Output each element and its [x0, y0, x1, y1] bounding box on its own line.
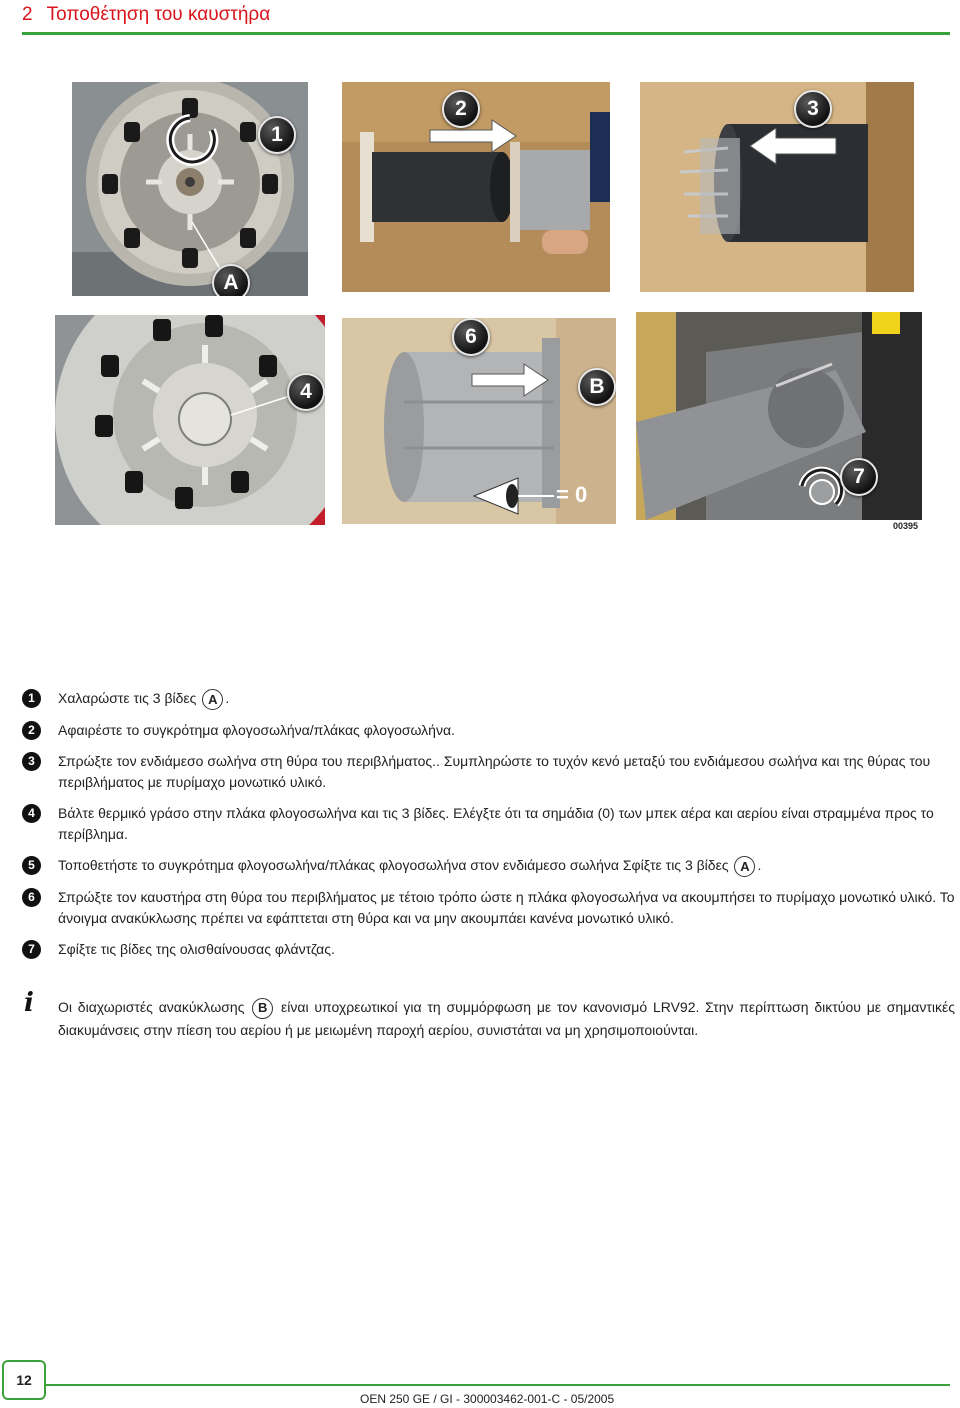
callout-2: 2 — [442, 90, 480, 128]
photo-push-intermediate-tube — [640, 82, 914, 292]
photo-fit-flame-tube — [342, 318, 616, 524]
step-text: Σπρώξτε τον καυστήρα στη θύρα του περιβλήματος με τέτοιο τρόπο ώστε η πλάκα φλογοσωλήνα να ακουμπήσει το πυρίμαχο μονωτικό υλικό. Το άνοιγμα ανακύκλωσης πρέπει να εφάπτεται στη θύρα και να μην ακουμπάει κανένα μονωτικό υλικό. — [58, 888, 955, 926]
callout-b: B — [578, 368, 616, 406]
photo-tighten-flange — [636, 312, 922, 520]
step-text: Σφίξτε τις βίδες της ολισθαίνουσας φλάντζας. — [58, 940, 335, 957]
section-heading — [22, 4, 270, 26]
step-text: Τοποθετήστε το συγκρότημα φλογοσωλήνα/πλάκας φλογοσωλήνα στον ενδιάμεσο σωλήνα Σφίξτε τις 3 βίδες — [58, 856, 729, 873]
step-text-end: . — [225, 690, 230, 706]
photo-remove-flame-tube — [342, 82, 610, 292]
step-list — [20, 688, 955, 970]
callout-a: A — [212, 264, 250, 296]
step-number-badge: 2 — [22, 721, 41, 740]
figure-code: 00395 — [892, 521, 918, 531]
step-2 — [20, 720, 955, 741]
photo-grease-nozzle-plate — [55, 315, 325, 525]
callout-6: 6 — [452, 318, 490, 356]
callout-1: 1 — [258, 116, 296, 154]
callout-7: 7 — [840, 458, 878, 496]
step-number-badge: 3 — [22, 752, 41, 771]
step-1 — [20, 688, 955, 710]
page-number: 12 — [2, 1360, 46, 1400]
step-text: Βάλτε θερμικό γράσο στην πλάκα φλογοσωλήνα και τις 3 βίδες. Ελέγξτε ότι τα σημάδια (0) των μπεκ αέρα και αερίου είναι στραμμένα προς το περίβλημα. — [58, 804, 934, 842]
step-7 — [20, 939, 955, 960]
step-number-badge: 4 — [22, 804, 41, 823]
step-number-badge: 5 — [22, 856, 41, 875]
callout-3: 3 — [794, 90, 832, 128]
callout-4: 4 — [287, 373, 325, 411]
step-text-end: . — [757, 856, 762, 873]
section-number: 2 — [22, 4, 33, 25]
note-text: Οι διαχωριστές ανακύκλωσης — [58, 999, 245, 1015]
step-4 — [20, 803, 955, 845]
section-title: Τοποθέτηση του καυστήρα — [46, 4, 271, 25]
step-number-badge: 7 — [22, 940, 41, 959]
step-3 — [20, 751, 955, 793]
gap-zero-label: = 0 — [556, 482, 588, 507]
info-note — [20, 988, 956, 1041]
note-text-cont: είναι υποχρεωτικοί για τη συμμόρφωση με τον κανονισμό LRV92. Στην περίπτωση δικτύου με σημαντικές διακυμάνσεις στην πίεση του αερίου ή με μειωμένη παροχή αερίου, συνιστάται να μη χρησιμοποιούνται. — [58, 999, 956, 1038]
step-5 — [20, 855, 955, 877]
step-6 — [20, 887, 955, 929]
header-divider — [22, 32, 950, 35]
step-text: Σπρώξτε τον ενδιάμεσο σωλήνα στη θύρα του περιβλήματος.. Συμπληρώστε το τυχόν κενό μεταξύ του ενδιάμεσου σωλήνα και της θύρας του περιβλήματος με πυρίμαχο μονωτικό υλικό. — [58, 752, 931, 790]
reference-a-badge: A — [734, 856, 755, 877]
step-text: Αφαιρέστε το συγκρότημα φλογοσωλήνα/πλάκας φλογοσωλήνα. — [58, 721, 455, 738]
photo-loosen-screws — [72, 82, 308, 296]
step-number-badge: 1 — [22, 689, 41, 708]
document-reference: OEN 250 GE / GI - 300003462-001-C - 05/2005 — [360, 1392, 615, 1406]
reference-a-badge: A — [202, 689, 223, 710]
step-number-badge: 6 — [22, 888, 41, 907]
reference-b-badge: B — [252, 998, 273, 1019]
step-text: Χαλαρώστε τις 3 βίδες — [58, 690, 197, 706]
footer-divider — [40, 1384, 950, 1386]
info-icon: i — [24, 988, 34, 1018]
